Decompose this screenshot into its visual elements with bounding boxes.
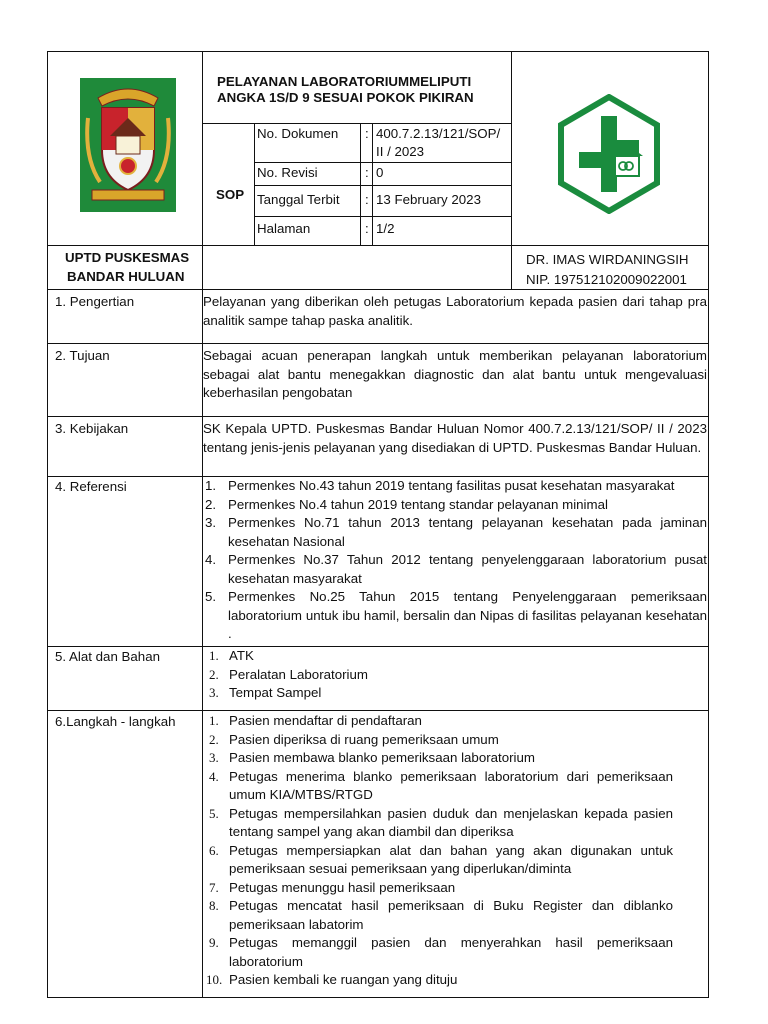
simalungun-crest-logo bbox=[80, 78, 176, 212]
list-number: 1. bbox=[205, 478, 217, 493]
crest-house bbox=[116, 136, 140, 154]
meta-value-doc-number-line1: 400.7.2.13/121/SOP/ bbox=[376, 126, 501, 141]
list-item bbox=[209, 879, 673, 898]
list-item bbox=[205, 496, 707, 515]
list-number: 2. bbox=[205, 496, 217, 512]
list-number: 10. bbox=[206, 972, 223, 987]
document-title-line2: ANGKA 1S/D 9 SESUAI POKOK PIKIRAN bbox=[217, 90, 474, 105]
list-number: 2. bbox=[209, 731, 219, 747]
list-number: 9. bbox=[209, 935, 219, 950]
list-item-text: Petugas menunggu hasil pemeriksaan bbox=[229, 879, 456, 895]
list-number: 5. bbox=[209, 805, 219, 821]
list-number: 8. bbox=[209, 898, 219, 913]
section-label-kebijakan: 3. Kebijakan bbox=[55, 421, 129, 436]
list-number: 2. bbox=[209, 666, 219, 682]
org-name-line1: UPTD PUSKESMAS bbox=[65, 250, 190, 265]
list-item-text: Permenkes No.4 tahun 2019 tentang standar pelayanan minimal bbox=[228, 496, 608, 512]
meta-value-doc-number-line2: II / 2023 bbox=[376, 144, 425, 159]
section-label-pengertian: 1. Pengertian bbox=[55, 294, 135, 309]
meta-sep: : bbox=[365, 192, 369, 207]
list-item bbox=[209, 842, 673, 879]
section-text-tujuan: Sebagai acuan penerapan langkah untuk memberikan pelayanan laboratorium sebagai alat bantu menegakkan diagnostic dan alat bantu untuk mengevaluasi keberhasilan pengobatan bbox=[203, 348, 707, 400]
referensi-list bbox=[205, 477, 707, 644]
list-item bbox=[209, 647, 707, 666]
meta-sep: : bbox=[365, 221, 369, 236]
list-item bbox=[209, 805, 673, 842]
list-item-text: Permenkes No.25 Tahun 2015 tentang Penyelenggaraan pemeriksaan laboratorium untuk ibu hamil, bersalin dan Nipas di fasilitas pelayanan kesehatan . bbox=[228, 589, 707, 641]
list-item-text: Pasien diperiksa di ruang pemeriksaan umum bbox=[229, 731, 499, 747]
alat-bahan-list bbox=[209, 647, 707, 703]
list-item-text: Pasien mendaftar di pendaftaran bbox=[229, 713, 422, 728]
list-number: 4. bbox=[209, 768, 219, 784]
list-number: 6. bbox=[209, 842, 219, 858]
list-item-text: Petugas mempersiapkan alat dan bahan yang akan digunakan untuk pemeriksaan sesuai pemeriksaan yang diperlukan/diminta bbox=[229, 842, 673, 876]
list-item bbox=[205, 551, 707, 588]
list-number: 3. bbox=[209, 685, 219, 700]
signer-nip: NIP. 197512102009022001 bbox=[526, 272, 687, 287]
meta-value-issue-date: 13 February 2023 bbox=[376, 192, 481, 207]
list-number: 1. bbox=[209, 713, 219, 728]
meta-label-doc-number: No. Dokumen bbox=[257, 126, 339, 141]
section-text-kebijakan: SK Kepala UPTD. Puskesmas Bandar Huluan Nomor 400.7.2.13/121/SOP/ II / 2023 tentang jenis-jenis pelayanan yang disediakan di UPTD. Puskesmas Bandar Huluan. bbox=[203, 421, 707, 455]
list-item-text: Permenkes No.43 tahun 2019 tentang fasilitas pusat kesehatan masyarakat bbox=[228, 478, 675, 493]
meta-sep: : bbox=[365, 126, 369, 141]
section-label-alat-bahan: 5. Alat dan Bahan bbox=[55, 649, 160, 664]
list-item-text: Petugas memanggil pasien dan menyerahkan hasil pemeriksaan laboratorium bbox=[229, 935, 673, 969]
list-number: 3. bbox=[205, 515, 217, 530]
org-name-line2: BANDAR HULUAN bbox=[67, 269, 185, 284]
puskesmas-logo bbox=[557, 94, 661, 214]
list-item-text: Pasien kembali ke ruangan yang dituju bbox=[229, 972, 458, 987]
document-title-line1: PELAYANAN LABORATORIUMMELIPUTI bbox=[217, 74, 472, 89]
section-label-langkah: 6.Langkah - langkah bbox=[55, 714, 176, 729]
list-item bbox=[209, 684, 707, 703]
list-item bbox=[209, 712, 673, 731]
list-item bbox=[205, 514, 707, 551]
list-item-text: Petugas mempersilahkan pasien duduk dan menjelaskan kepada pasien tentang sampel yang akan diambil dan diperiksa bbox=[229, 805, 673, 839]
list-item bbox=[209, 731, 673, 750]
list-item-text: Petugas menerima blanko pemeriksaan laboratorium dari pemeriksaan umum KIA/MTBS/RTGD bbox=[229, 768, 673, 802]
list-item-text: ATK bbox=[229, 648, 254, 663]
list-item-text: Permenkes No.71 tahun 2013 tentang pelayanan kesehatan pada jaminan kesehatan Nasional bbox=[228, 515, 707, 549]
list-item bbox=[209, 934, 673, 971]
list-number: 4. bbox=[205, 552, 217, 567]
sop-label: SOP bbox=[216, 187, 245, 202]
section-label-referensi: 4. Referensi bbox=[55, 479, 127, 494]
list-item bbox=[209, 666, 707, 685]
list-number: 1. bbox=[209, 648, 219, 663]
meta-label-revision: No. Revisi bbox=[257, 165, 318, 180]
meta-value-page: 1/2 bbox=[376, 221, 395, 236]
list-number: 3. bbox=[209, 750, 219, 765]
section-text-pengertian: Pelayanan yang diberikan oleh petugas Laboratorium kepada pasien dari tahap pra analitik sampe tahap paska analitik. bbox=[203, 294, 707, 328]
langkah-list bbox=[206, 712, 673, 990]
meta-label-page: Halaman bbox=[257, 221, 311, 236]
list-item-text: Petugas mencatat hasil pemeriksaan di Buku Register dan diblanko pemeriksaan labatorim bbox=[229, 898, 673, 932]
crest-emblem bbox=[120, 158, 136, 174]
list-item bbox=[209, 749, 673, 768]
meta-label-issue-date: Tanggal Terbit bbox=[257, 192, 340, 207]
meta-value-revision: 0 bbox=[376, 165, 384, 180]
crest-bottom-banner bbox=[92, 190, 164, 200]
list-item bbox=[205, 477, 707, 496]
list-item-text: Peralatan Laboratorium bbox=[229, 666, 368, 682]
list-item bbox=[209, 768, 673, 805]
section-label-tujuan: 2. Tujuan bbox=[55, 348, 110, 363]
list-item bbox=[205, 588, 707, 644]
list-item-text: Tempat Sampel bbox=[229, 685, 322, 700]
list-item-text: Permenkes No.37 Tahun 2012 tentang penyelenggaraan laboratorium pusat kesehatan masyarakat bbox=[228, 552, 707, 586]
list-item bbox=[209, 897, 673, 934]
signer-name: DR. IMAS WIRDANINGSIH bbox=[526, 252, 689, 267]
list-item-text: Pasien membawa blanko pemeriksaan laboratorium bbox=[229, 750, 535, 765]
list-number: 7. bbox=[209, 879, 219, 895]
meta-sep: : bbox=[365, 165, 369, 180]
list-item bbox=[206, 971, 673, 990]
list-number: 5. bbox=[205, 589, 217, 604]
